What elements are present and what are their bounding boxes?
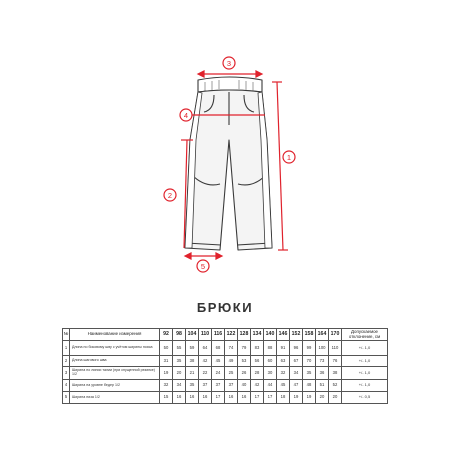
table-cell: 20 bbox=[329, 392, 342, 404]
header-size: 92 bbox=[160, 329, 173, 341]
table-cell: 91 bbox=[277, 341, 290, 356]
table-row bbox=[63, 380, 388, 392]
table-cell: 45 bbox=[212, 356, 225, 367]
header-measurement-name: Наименование измерения bbox=[70, 329, 160, 341]
table-cell: 24 bbox=[212, 367, 225, 380]
table-cell: 59 bbox=[186, 341, 199, 356]
table-cell: 44 bbox=[264, 380, 277, 392]
table-cell: 35 bbox=[303, 367, 316, 380]
table-cell: 34 bbox=[173, 380, 186, 392]
table-cell: 37 bbox=[199, 380, 212, 392]
table-cell: 50 bbox=[160, 341, 173, 356]
row-number: 4 bbox=[63, 380, 70, 392]
table-cell: 30 bbox=[264, 367, 277, 380]
table-cell: 99 bbox=[303, 341, 316, 356]
table-cell: 17 bbox=[212, 392, 225, 404]
table-cell: 51 bbox=[316, 380, 329, 392]
header-size: 110 bbox=[199, 329, 212, 341]
table-cell: 17 bbox=[251, 392, 264, 404]
row-tolerance: +/- 0,5 bbox=[342, 392, 388, 404]
table-header-row bbox=[63, 329, 388, 341]
table-cell: 15 bbox=[160, 392, 173, 404]
header-tolerance: Допускаемое отклонение, см bbox=[342, 329, 388, 341]
product-title: БРЮКИ bbox=[196, 300, 254, 315]
table-cell: 73 bbox=[316, 356, 329, 367]
table-cell: 20 bbox=[173, 367, 186, 380]
table-cell: 16 bbox=[225, 392, 238, 404]
svg-text:5: 5 bbox=[200, 262, 206, 271]
table-cell: 19 bbox=[303, 392, 316, 404]
table-row bbox=[63, 392, 388, 404]
svg-text:1: 1 bbox=[286, 153, 292, 162]
table-cell: 83 bbox=[251, 341, 264, 356]
table-cell: 68 bbox=[212, 341, 225, 356]
row-number: 3 bbox=[63, 367, 70, 380]
header-size: 116 bbox=[212, 329, 225, 341]
table-cell: 76 bbox=[329, 356, 342, 367]
header-size: 158 bbox=[303, 329, 316, 341]
row-measurement-name: Длина по боковому шву с учётом ширины пояса bbox=[70, 341, 160, 356]
table-cell: 28 bbox=[251, 367, 264, 380]
table-cell: 21 bbox=[186, 367, 199, 380]
table-cell: 36 bbox=[316, 367, 329, 380]
table-cell: 26 bbox=[238, 367, 251, 380]
table-cell: 35 bbox=[186, 380, 199, 392]
header-size: 140 bbox=[264, 329, 277, 341]
header-size: 98 bbox=[173, 329, 186, 341]
header-size: 128 bbox=[238, 329, 251, 341]
header-size: 104 bbox=[186, 329, 199, 341]
row-tolerance: +/- 1,0 bbox=[342, 356, 388, 367]
marker-5 bbox=[197, 260, 209, 272]
size-chart-table bbox=[62, 328, 388, 404]
table-cell: 110 bbox=[329, 341, 342, 356]
table-row bbox=[63, 367, 388, 380]
row-measurement-name: Длина шагового шва bbox=[70, 356, 160, 367]
header-size: 134 bbox=[251, 329, 264, 341]
table-cell: 17 bbox=[264, 392, 277, 404]
table-cell: 19 bbox=[160, 367, 173, 380]
marker-4 bbox=[180, 109, 192, 121]
header-size: 152 bbox=[290, 329, 303, 341]
row-number: 2 bbox=[63, 356, 70, 367]
marker-2 bbox=[164, 189, 176, 201]
table-cell: 79 bbox=[238, 341, 251, 356]
table-cell: 63 bbox=[277, 356, 290, 367]
table-row bbox=[63, 356, 388, 367]
row-number: 1 bbox=[63, 341, 70, 356]
table-cell: 70 bbox=[303, 356, 316, 367]
table-cell: 47 bbox=[290, 380, 303, 392]
table-cell: 42 bbox=[251, 380, 264, 392]
header-number: № bbox=[63, 329, 70, 341]
marker-3 bbox=[223, 57, 235, 69]
table-cell: 64 bbox=[199, 341, 212, 356]
table-cell: 55 bbox=[173, 341, 186, 356]
header-size: 122 bbox=[225, 329, 238, 341]
table-cell: 56 bbox=[251, 356, 264, 367]
header-size: 170 bbox=[329, 329, 342, 341]
table-cell: 16 bbox=[238, 392, 251, 404]
table-cell: 74 bbox=[225, 341, 238, 356]
table-cell: 31 bbox=[160, 356, 173, 367]
table-cell: 19 bbox=[290, 392, 303, 404]
header-size: 164 bbox=[316, 329, 329, 341]
table-cell: 40 bbox=[238, 380, 251, 392]
table-cell: 16 bbox=[173, 392, 186, 404]
table-cell: 49 bbox=[225, 356, 238, 367]
svg-text:3: 3 bbox=[226, 59, 232, 68]
table-cell: 32 bbox=[160, 380, 173, 392]
table-cell: 100 bbox=[316, 341, 329, 356]
table-row bbox=[63, 341, 388, 356]
marker-1 bbox=[283, 151, 295, 163]
row-measurement-name: Ширина низа 1/2 bbox=[70, 392, 160, 404]
row-tolerance: +/- 1,0 bbox=[342, 341, 388, 356]
table-cell: 88 bbox=[264, 341, 277, 356]
table-cell: 16 bbox=[199, 392, 212, 404]
table-cell: 18 bbox=[277, 392, 290, 404]
row-measurement-name: Ширина на уровне бедер 1/2 bbox=[70, 380, 160, 392]
svg-text:4: 4 bbox=[183, 111, 189, 120]
header-size: 146 bbox=[277, 329, 290, 341]
table-cell: 20 bbox=[316, 392, 329, 404]
table-cell: 37 bbox=[212, 380, 225, 392]
table-cell: 22 bbox=[199, 367, 212, 380]
table-cell: 38 bbox=[329, 367, 342, 380]
table-cell: 35 bbox=[173, 356, 186, 367]
table-cell: 52 bbox=[329, 380, 342, 392]
table-cell: 53 bbox=[238, 356, 251, 367]
table-cell: 32 bbox=[277, 367, 290, 380]
table-cell: 25 bbox=[225, 367, 238, 380]
table-cell: 16 bbox=[186, 392, 199, 404]
table-cell: 45 bbox=[277, 380, 290, 392]
table-cell: 60 bbox=[264, 356, 277, 367]
table-cell: 38 bbox=[186, 356, 199, 367]
row-number: 5 bbox=[63, 392, 70, 404]
row-tolerance: +/- 1,0 bbox=[342, 367, 388, 380]
table-cell: 37 bbox=[225, 380, 238, 392]
svg-text:2: 2 bbox=[167, 191, 173, 200]
row-tolerance: +/- 1,0 bbox=[342, 380, 388, 392]
table-cell: 48 bbox=[303, 380, 316, 392]
table-cell: 42 bbox=[199, 356, 212, 367]
row-measurement-name: Ширина по линии талии (при спущенной резинке) 1/2 bbox=[70, 367, 160, 380]
table-cell: 67 bbox=[290, 356, 303, 367]
table-cell: 96 bbox=[290, 341, 303, 356]
table-cell: 34 bbox=[290, 367, 303, 380]
